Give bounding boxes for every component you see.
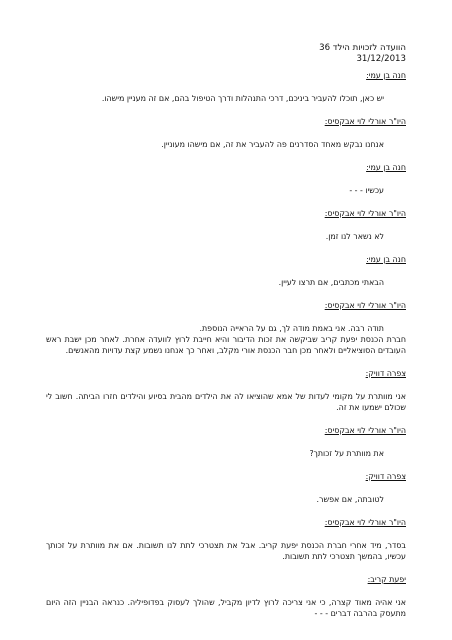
speech-paragraph: אנחנו נבקש מאחד הסדרנים פה להעביר את זה, אם מישהו מעוניין.	[161, 140, 384, 149]
speech-text	[46, 597, 406, 619]
speech-paragraph: עכשיו - - -	[349, 186, 384, 195]
speaker-label: חנה בן עמי:	[366, 255, 406, 264]
speech-paragraph: בסדר, מיד אחרי חברת הכנסת יפעת קריב. אבל את תצטרכי לתת לנו תשובות. אם את מוותרת על זכותך עכשיו, בהמשך תצטרכי לתת תשובות.	[46, 541, 406, 561]
speech-text	[46, 139, 406, 150]
speech-paragraph: לטובתה, אם אפשר.	[316, 495, 384, 504]
speech-text	[46, 323, 406, 334]
speaker-label: צפרה דוויק:	[365, 369, 406, 378]
speaker-label: היו"ר אורלי לוי אבקסיס:	[324, 209, 406, 218]
speech-text	[46, 334, 406, 356]
speech-text	[46, 277, 406, 288]
speech-paragraph: חברת הכנסת יפעת קריב שביקשה את זכות הדיבור והיא חייבת לרוץ לוועדה אחרת. לאחר מכן ישבת ראש העובדים הסוציאליים ולאחר מכן חבר הכנסת אורי מקלב, ואחר כך אנחנו נשמע קצת עדויות מהאנשים.	[46, 335, 406, 355]
speaker-label: היו"ר אורלי לוי אבקסיס:	[324, 426, 406, 435]
speech-text	[46, 494, 406, 505]
speaker-label: יפעת קריב:	[367, 575, 406, 584]
speech-paragraph: יש כאן, תוכלו להעביר ביניכם, דרכי התנהלות ודרך הטיפול בהם, אם זה מעניין מישהו.	[101, 94, 384, 103]
speech-text	[46, 93, 406, 104]
speaker-label: היו"ר אורלי לוי אבקסיס:	[324, 518, 406, 527]
speech-paragraph: תודה רבה. אני באמת מודה לך, גם על הראייה הנוספת.	[199, 324, 384, 333]
speaker-label: חנה בן עמי:	[366, 71, 406, 80]
speaker-label: היו"ר אורלי לוי אבקסיס:	[324, 117, 406, 126]
speech-text	[46, 185, 406, 196]
speaker-label: היו"ר אורלי לוי אבקסיס:	[324, 301, 406, 310]
speaker-label: צפרה דוויק:	[365, 472, 406, 481]
transcript-body	[46, 70, 406, 631]
committee-header-line	[319, 43, 406, 54]
speech-text	[46, 231, 406, 242]
speech-text	[46, 540, 406, 562]
speech-paragraph: אני אהיה מאוד קצרה, כי אני צריכה לרוץ לדיון מקביל, שהולך לעסוק בפדופיליה. כנראה הבניין הזה היום מתעסק בהרבה דברים - - -	[46, 598, 406, 618]
speech-paragraph: הבאתי מכתבים, אם תרצו לעיין.	[278, 278, 384, 287]
page-header	[319, 43, 406, 65]
speech-text	[46, 448, 406, 459]
session-date: 31/12/2013	[356, 54, 406, 64]
committee-name: הוועדה לזכויות הילד	[332, 43, 406, 53]
speech-paragraph: את מוותרת על זכותך?	[309, 449, 384, 458]
page-number: 36	[319, 43, 331, 53]
speech-paragraph: אני מוותרת על מקומי לעדות של אמא שהוציאו לה את הילדים מהבית בסיוע והילדים חזרו הביתה. חשוב לי שכולם ישמעו את זה.	[46, 392, 406, 412]
speaker-label: חנה בן עמי:	[366, 163, 406, 172]
speech-paragraph: לא נשאר לנו זמן.	[325, 232, 384, 241]
speech-text	[46, 391, 406, 413]
